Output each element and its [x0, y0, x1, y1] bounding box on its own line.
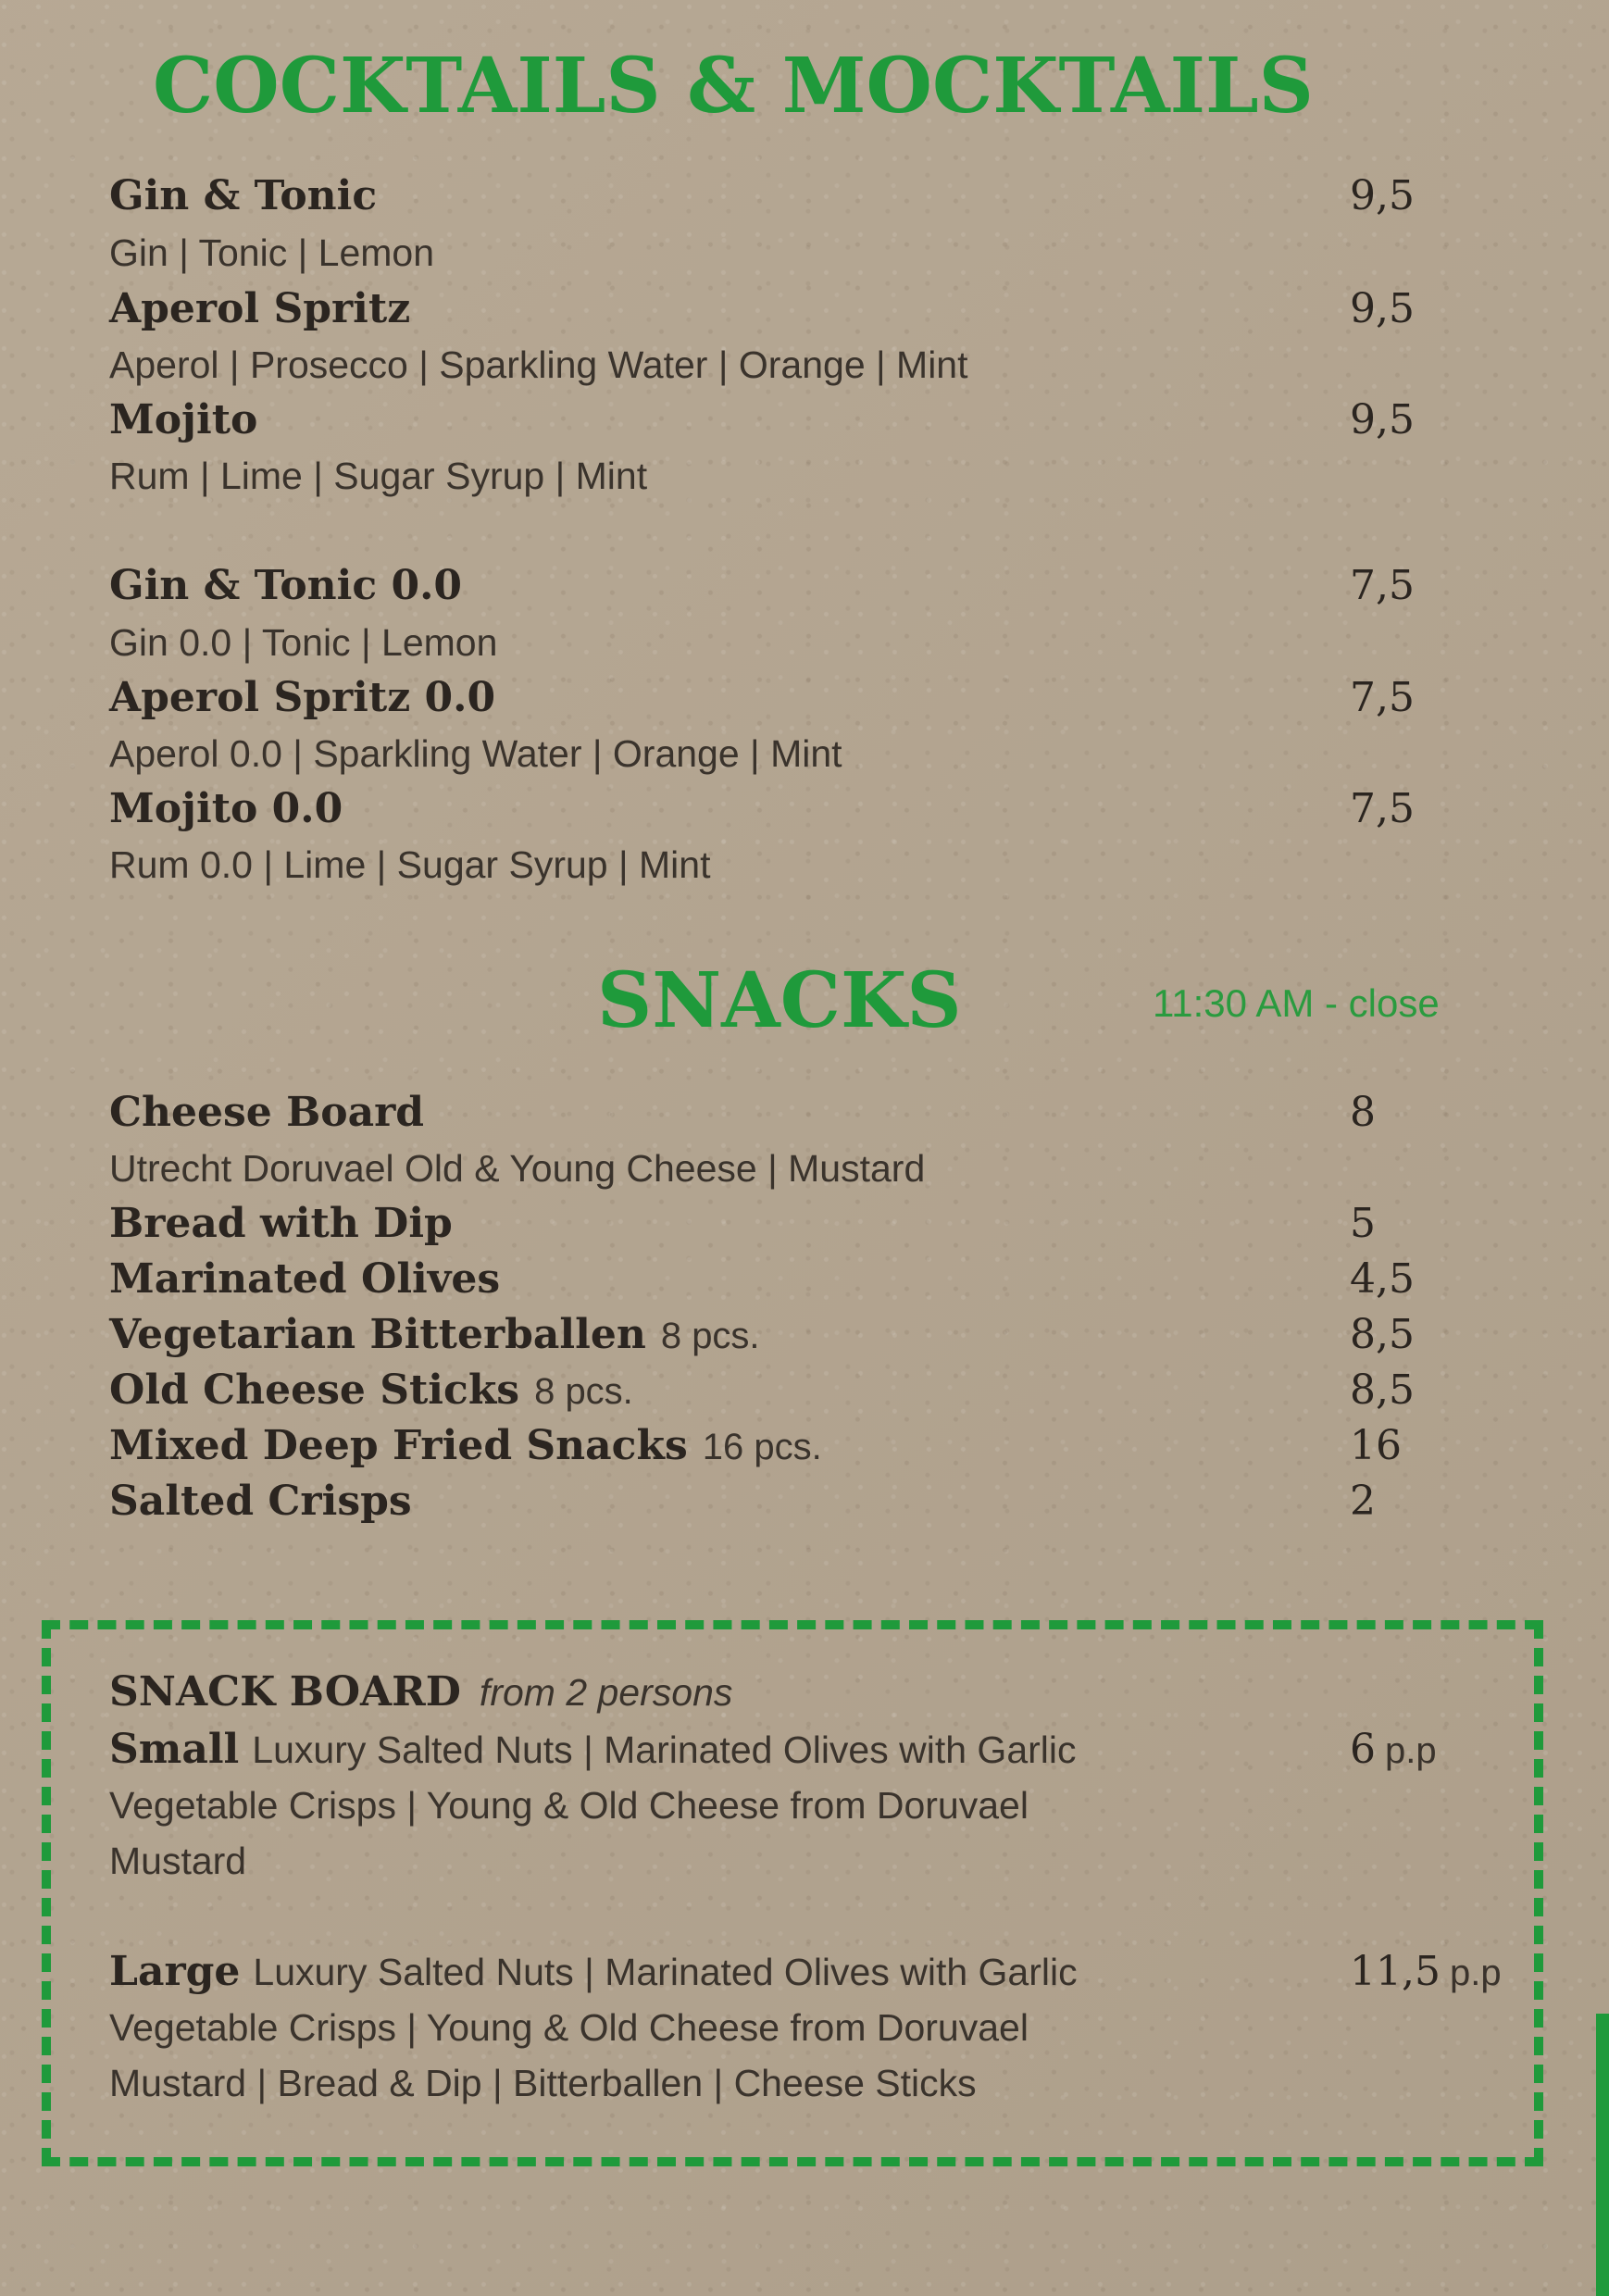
menu-item-name: Mixed Deep Fried Snacks [109, 1422, 688, 1469]
snack-board-small-label: Small [109, 1726, 240, 1773]
menu-item-price: 2 [1350, 1478, 1376, 1525]
menu-item-name: Aperol Spritz 0.0 [109, 674, 496, 721]
menu-item-description: Gin 0.0 | Tonic | Lemon [109, 621, 498, 664]
menu-item-name: Marinated Olives [109, 1255, 501, 1303]
menu-item-price: 8,5 [1350, 1366, 1415, 1414]
snack-board-small-text: Mustard [109, 1840, 247, 1882]
price-unit: p.p [1385, 1730, 1437, 1771]
menu-item-name: Cheese Board [109, 1089, 425, 1136]
menu-item-description: Rum | Lime | Sugar Syrup | Mint [109, 455, 648, 497]
menu-item-row [109, 1309, 760, 1362]
menu-item-row [109, 1420, 822, 1473]
menu-item-description: Utrecht Doruvael Old & Young Cheese | Mustard [109, 1147, 926, 1190]
menu-item-name: Bread with Dip [109, 1200, 453, 1247]
cocktails-heading: COCKTAILS & MOCKTAILS [153, 42, 1314, 131]
snack-board-large-label: Large [109, 1948, 241, 1995]
menu-item-description: Rum 0.0 | Lime | Sugar Syrup | Mint [109, 843, 711, 886]
menu-item-description: Gin | Tonic | Lemon [109, 231, 435, 274]
snack-board-header [109, 1666, 732, 1728]
menu-item-name: Old Cheese Sticks [109, 1366, 520, 1414]
menu-item-name: Mojito [109, 396, 258, 443]
menu-item-description: Aperol 0.0 | Sparkling Water | Orange | Mint [109, 732, 842, 775]
menu-item-price: 5 [1350, 1200, 1376, 1247]
snacks-hours: 11:30 AM - close [1153, 981, 1440, 1025]
snack-board-large-text: Luxury Salted Nuts | Marinated Olives with Garlic [253, 1951, 1078, 1993]
menu-item-quantity: 16 pcs. [702, 1427, 822, 1467]
edge-accent-bar [1596, 2014, 1609, 2296]
snack-board-large-line [109, 1944, 1078, 2000]
menu-item-name: Vegetarian Bitterballen [109, 1311, 646, 1358]
snack-board-large-text: Mustard | Bread & Dip | Bitterballen | Cheese Sticks [109, 2062, 977, 2104]
snacks-heading: SNACKS [597, 956, 962, 1045]
snack-board-small-text: Vegetable Crisps | Young & Old Cheese from Doruvael [109, 1784, 1029, 1827]
snack-board-large-text: Vegetable Crisps | Young & Old Cheese from Doruvael [109, 2006, 1029, 2049]
menu-item-name: Aperol Spritz [109, 285, 411, 332]
snack-board-large-price [1350, 1946, 1502, 1999]
menu-item-quantity: 8 pcs. [534, 1371, 633, 1412]
menu-item-price: 16 [1350, 1422, 1402, 1469]
price-value: 6 [1350, 1726, 1376, 1773]
menu-item-name: Gin & Tonic [109, 172, 378, 219]
snack-board-title: SNACK BOARD [109, 1668, 461, 1716]
snack-board-small-text: Luxury Salted Nuts | Marinated Olives with Garlic [252, 1728, 1077, 1771]
snack-board-subtitle: from 2 persons [479, 1671, 733, 1714]
menu-item-name: Gin & Tonic 0.0 [109, 562, 463, 609]
menu-item-price: 4,5 [1350, 1255, 1415, 1303]
snack-board-small-price [1350, 1724, 1437, 1777]
menu-item-price: 8,5 [1350, 1311, 1415, 1358]
menu-item-name: Mojito 0.0 [109, 785, 343, 832]
menu-item-price: 9,5 [1350, 172, 1415, 219]
menu-item-price: 7,5 [1350, 674, 1415, 721]
price-value: 11,5 [1350, 1948, 1441, 1995]
menu-item-quantity: 8 pcs. [660, 1316, 760, 1356]
menu-item-price: 9,5 [1350, 285, 1415, 332]
menu-item-price: 7,5 [1350, 562, 1415, 609]
menu-item-description: Aperol | Prosecco | Sparkling Water | Orange | Mint [109, 343, 968, 386]
snack-board-small-line [109, 1722, 1077, 1778]
menu-item-price: 8 [1350, 1089, 1376, 1136]
menu-item-name: Salted Crisps [109, 1478, 412, 1525]
menu-item-price: 7,5 [1350, 785, 1415, 832]
menu-item-price: 9,5 [1350, 396, 1415, 443]
price-unit: p.p [1449, 1953, 1502, 1993]
menu-item-row [109, 1365, 633, 1417]
